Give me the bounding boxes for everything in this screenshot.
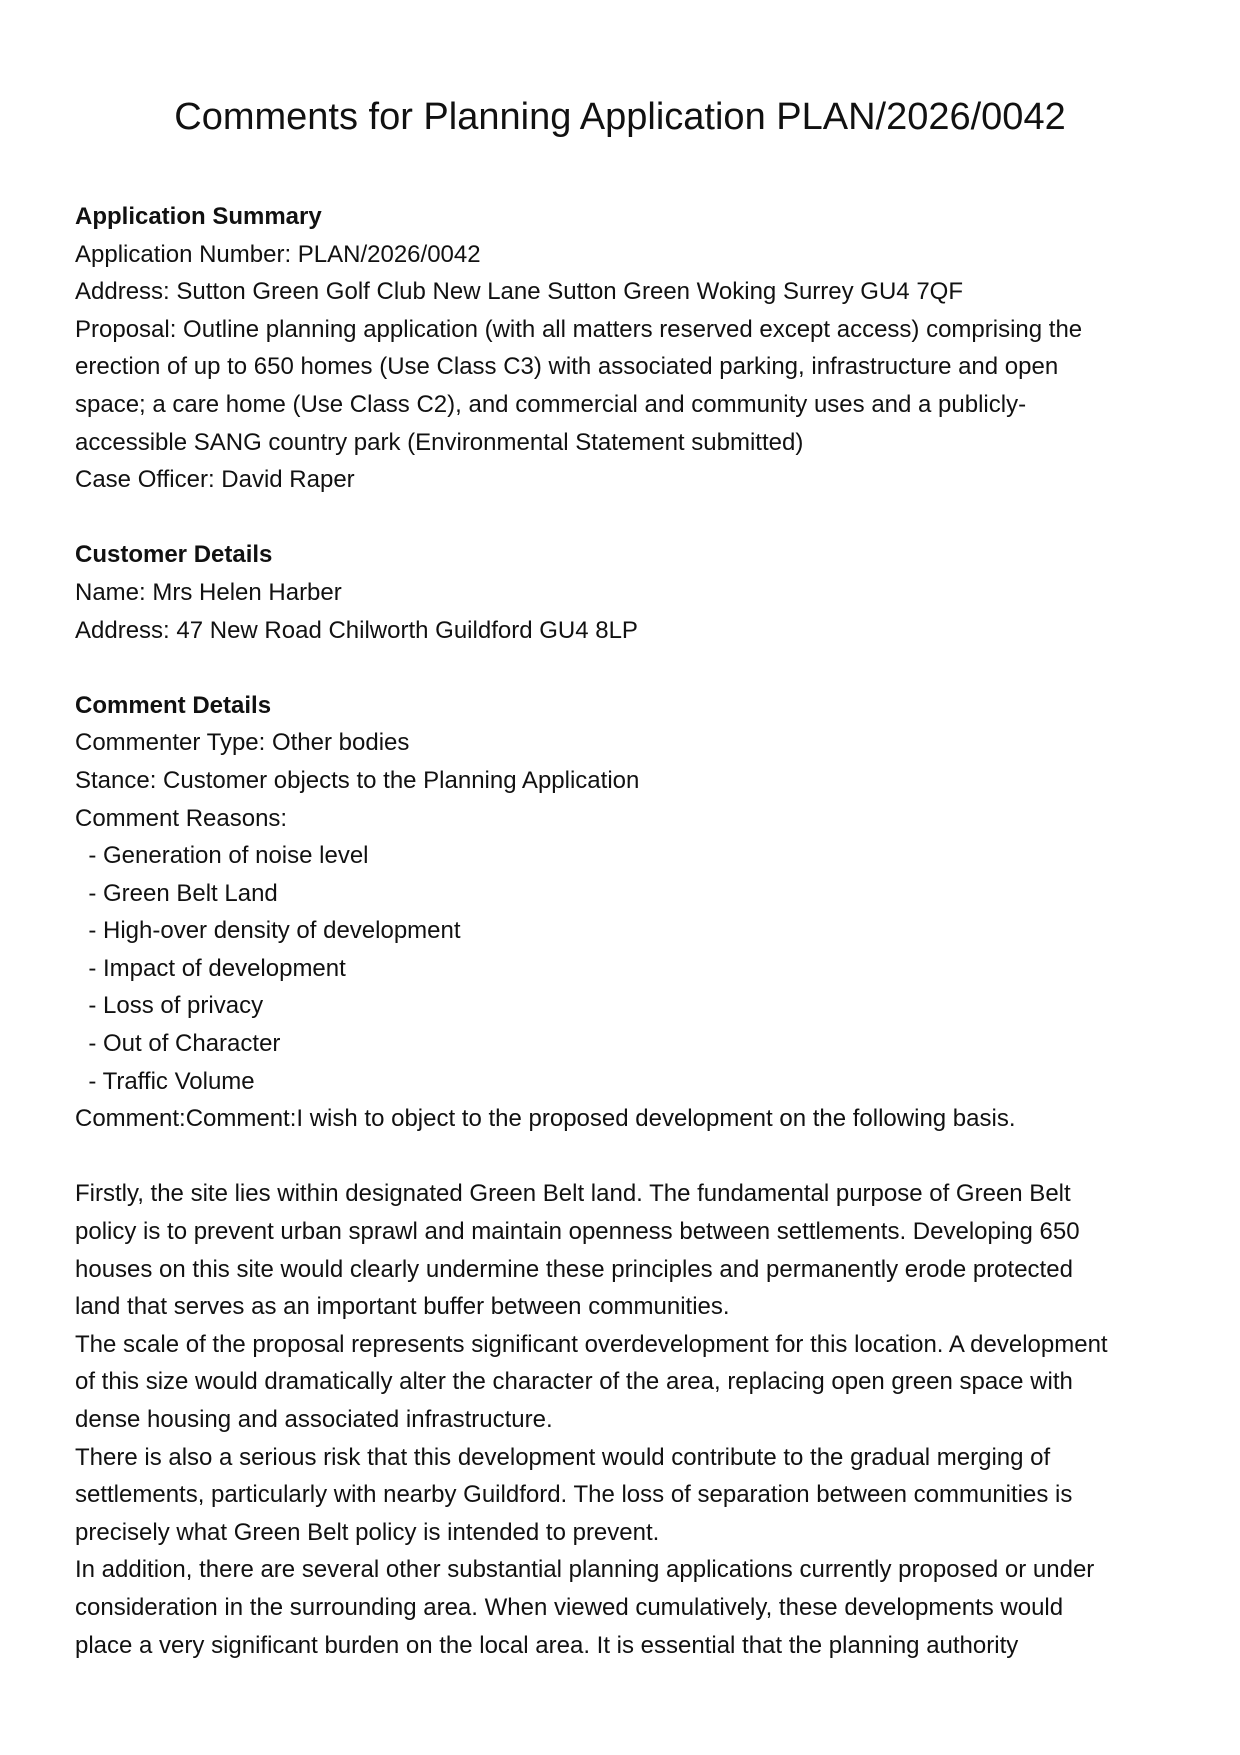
comment-reason-item: - High-over density of development [75, 917, 461, 945]
stance: Stance: Customer objects to the Planning Application [75, 766, 640, 794]
comment-body-line: There is also a serious risk that this development would contribute to the gradual merging of [75, 1443, 1051, 1471]
comment-body-line: Firstly, the site lies within designated Green Belt land. The fundamental purpose of Green Belt [75, 1180, 1071, 1208]
proposal-line: Proposal: Outline planning application (with all matters reserved except access) comprising the [75, 315, 1083, 343]
application-summary-section [75, 198, 1175, 499]
customer-details-heading: Customer Details [75, 541, 273, 569]
comment-body-line: The scale of the proposal represents significant overdevelopment for this location. A development [75, 1330, 1108, 1358]
comment-reason-item: - Out of Character [75, 1030, 281, 1058]
comment-body-line: consideration in the surrounding area. When viewed cumulatively, these developments would [75, 1593, 1064, 1621]
customer-address: Address: 47 New Road Chilworth Guildford GU4 8LP [75, 616, 638, 644]
spacer [75, 649, 1175, 687]
comment-reason-item: - Green Belt Land [75, 879, 278, 907]
customer-details-section [75, 536, 1175, 649]
document-body [75, 198, 1175, 1664]
application-number: Application Number: PLAN/2026/0042 [75, 240, 481, 268]
comment-body-line: land that serves as an important buffer between communities. [75, 1293, 730, 1321]
comment-reason-item: - Traffic Volume [75, 1067, 255, 1095]
comment-body-line: place a very significant burden on the local area. It is essential that the planning authority [75, 1631, 1019, 1659]
comment-reason-item: - Loss of privacy [75, 992, 264, 1020]
page-title: Comments for Planning Application PLAN/2026/0042 [174, 96, 1066, 138]
case-officer: Case Officer: David Raper [75, 466, 355, 494]
proposal-line: erection of up to 650 homes (Use Class C3) with associated parking, infrastructure and open [75, 353, 1059, 381]
comment-body-line: dense housing and associated infrastructure. [75, 1406, 553, 1433]
customer-name: Name: Mrs Helen Harber [75, 578, 342, 606]
spacer [75, 1138, 1175, 1176]
site-address: Address: Sutton Green Golf Club New Lane Sutton Green Woking Surrey GU4 7QF [75, 278, 963, 306]
comment-reason-item: - Impact of development [75, 954, 346, 982]
spacer [75, 499, 1175, 537]
commenter-type: Commenter Type: Other bodies [75, 729, 410, 757]
comment-reasons-label: Comment Reasons: [75, 804, 288, 832]
comment-body-line: of this size would dramatically alter the character of the area, replacing open green space with [75, 1368, 1073, 1396]
comment-intro: Comment:Comment:I wish to object to the proposed development on the following basis. [75, 1105, 1016, 1133]
comment-body-line: settlements, particularly with nearby Guildford. The loss of separation between communities is [75, 1481, 1073, 1509]
comment-details-section [75, 687, 1175, 1664]
proposal-line: accessible SANG country park (Environmental Statement submitted) [75, 428, 804, 456]
comment-body-line: precisely what Green Belt policy is intended to prevent. [75, 1518, 660, 1546]
comment-body-line: houses on this site would clearly undermine these principles and permanently erode protected [75, 1255, 1073, 1283]
comment-details-heading: Comment Details [75, 691, 272, 719]
comment-body-line: In addition, there are several other substantial planning applications currently proposed or under [75, 1556, 1095, 1584]
application-summary-heading: Application Summary [75, 203, 322, 230]
comment-reason-item: - Generation of noise level [75, 842, 369, 870]
proposal-line: space; a care home (Use Class C2), and commercial and community uses and a publicly- [75, 390, 1027, 418]
comment-body-line: policy is to prevent urban sprawl and maintain openness between settlements. Developing 650 [75, 1218, 1080, 1246]
